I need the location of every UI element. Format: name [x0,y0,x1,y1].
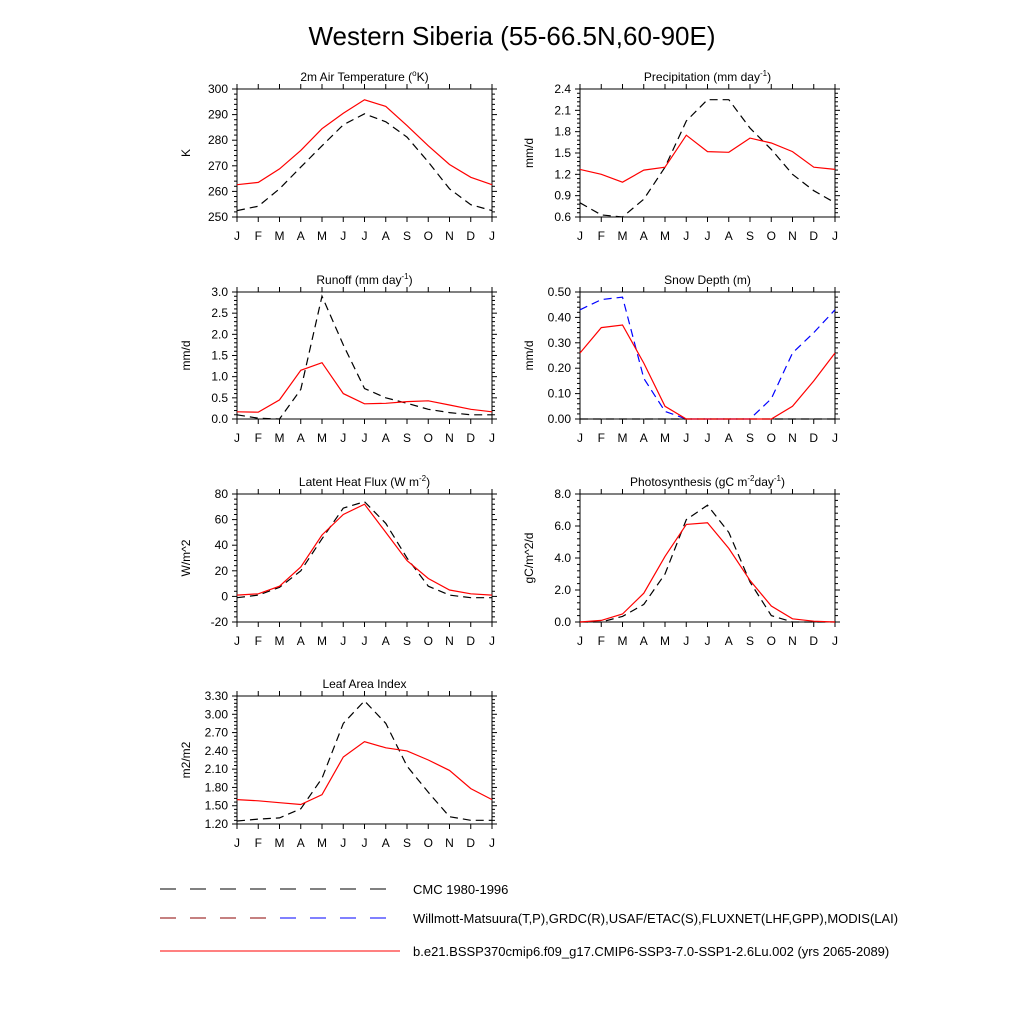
x-tick-label: J [340,634,347,648]
y-tick-label: 2.10 [204,762,228,777]
x-tick-label: M [660,229,670,243]
x-tick-label: N [788,229,797,243]
x-tick-label: S [745,229,755,243]
x-tick-label: O [766,229,776,243]
x-tick-label: N [445,634,454,648]
y-tick-label: 2.70 [204,725,228,740]
y-tick-label: 2.0 [554,583,571,597]
x-tick-label: A [296,229,305,243]
x-tick-label: N [445,836,454,850]
x-tick-label: D [466,836,476,850]
chart-panel [522,273,840,445]
y-tick-label: 3.0 [211,285,228,299]
x-tick-label: O [423,229,433,243]
x-tick-label: J [832,431,838,445]
y-tick-label: 2.1 [554,103,571,118]
chart-panel [522,69,840,243]
x-tick-label: J [234,836,240,850]
x-tick-label: S [745,431,755,445]
y-tick-label: 0 [221,589,228,604]
x-tick-label: D [809,229,819,243]
x-tick-label: J [489,634,495,648]
x-tick-label: S [402,634,412,648]
x-tick-label: A [381,229,390,243]
x-tick-label: J [489,229,495,243]
series-line-obs [580,100,835,217]
x-tick-label: A [296,431,305,445]
x-tick-label: J [577,634,583,648]
y-axis-label: gC/m^2/d [522,532,536,584]
series-line-model [237,742,492,805]
x-tick-label: J [489,431,495,445]
series-line-model [580,523,835,622]
x-tick-label: A [381,836,390,850]
legend-label: Willmott-Matsuura(T,P),GRDC(R),USAF/ETAC(S),FLUXNET(LHF,GPP),MODIS(LAI) [413,911,899,926]
x-tick-label: A [639,634,648,648]
x-tick-label: S [745,634,755,648]
x-tick-label: D [466,431,476,445]
x-tick-label: J [361,431,368,445]
y-axis-label: mm/d [179,340,193,371]
y-tick-label: 1.80 [204,780,228,795]
plot-frame [580,494,835,622]
x-tick-label: S [402,229,412,243]
y-tick-label: 8.0 [554,487,571,501]
x-tick-label: F [597,634,605,648]
series-line-model [237,100,492,185]
y-axis-label: m2/m2 [179,741,193,779]
x-tick-label: F [254,634,262,648]
x-tick-label: M [317,431,327,445]
x-tick-label: A [724,634,733,648]
y-tick-label: 1.2 [554,167,571,182]
series-line-model [580,135,835,182]
series-line-obs [237,502,492,598]
panel-title: Latent Heat Flux (W $m^{-2}$) [298,474,431,489]
x-tick-label: A [724,229,733,243]
x-tick-label: O [423,836,433,850]
y-tick-label: 1.20 [204,817,228,831]
legend-item [160,882,508,897]
plot-frame [580,89,835,217]
x-tick-label: M [317,229,327,243]
chart-panel [179,272,497,445]
x-tick-label: N [788,431,797,445]
x-tick-label: M [317,836,327,850]
x-tick-label: F [254,836,262,850]
plot-frame [237,696,492,824]
y-tick-label: 40 [214,538,228,553]
y-tick-label: -20 [210,615,228,629]
x-tick-label: J [340,431,347,445]
x-tick-label: J [577,431,583,445]
x-tick-label: O [423,431,433,445]
y-tick-label: 1.8 [554,124,571,139]
y-tick-label: 1.0 [211,369,228,384]
y-tick-label: 0.6 [554,210,571,224]
plot-frame [237,494,492,622]
y-tick-label: 2.5 [211,306,228,321]
y-tick-label: 290 [207,107,228,122]
x-tick-label: M [274,229,285,243]
x-tick-label: M [617,634,628,648]
series-line-model [237,504,492,595]
x-tick-label: O [423,634,433,648]
y-tick-label: 2.0 [211,327,228,342]
y-tick-label: 0.20 [547,361,571,376]
x-tick-label: A [381,431,390,445]
x-tick-label: M [660,431,670,445]
x-tick-label: J [683,229,690,243]
y-tick-label: 300 [207,82,228,96]
x-tick-label: M [274,431,285,445]
y-tick-label: 6.0 [554,519,571,533]
x-tick-label: D [466,229,476,243]
series-line-obs [237,296,492,419]
x-tick-label: A [381,634,390,648]
x-tick-label: F [597,431,605,445]
legend-label: b.e21.BSSP370cmip6.f09_g17.CMIP6-SSP3-7.0-SSP1-2.6Lu.002 (yrs 2065-2089) [413,944,890,959]
y-tick-label: 0.30 [547,335,571,350]
y-tick-label: 0.50 [547,285,571,299]
x-tick-label: F [597,229,605,243]
y-tick-label: 280 [207,133,228,148]
y-tick-label: 20 [214,563,228,578]
y-tick-label: 0.0 [554,615,571,629]
y-tick-label: 2.40 [204,743,228,758]
x-tick-label: N [788,634,797,648]
x-tick-label: M [274,836,285,850]
y-tick-label: 260 [207,184,228,199]
x-tick-label: A [296,836,305,850]
x-tick-label: N [445,431,454,445]
y-tick-label: 0.00 [547,412,571,426]
chart-panels [179,69,840,850]
panel-title: Precipitation (mm day$^{-1}$) [643,69,772,84]
x-tick-label: J [577,229,583,243]
panel-title: Snow Depth (m) [664,273,751,287]
x-tick-label: J [234,634,240,648]
x-tick-label: J [361,634,368,648]
y-tick-label: 1.50 [204,798,228,813]
x-tick-label: D [466,634,476,648]
x-tick-label: D [809,431,819,445]
y-axis-label: W/m^2 [179,539,193,577]
x-tick-label: A [639,431,648,445]
legend [160,882,898,959]
y-tick-label: 0.0 [211,412,228,426]
y-tick-label: 0.9 [554,188,571,203]
x-tick-label: O [766,431,776,445]
panel-title: Photosynthesis (gC $m^{-2}day^{-1}$) [630,474,785,489]
x-tick-label: S [402,836,412,850]
y-axis-label: mm/d [522,138,536,168]
legend-item [160,911,898,926]
x-tick-label: M [274,634,285,648]
x-tick-label: J [683,431,690,445]
x-tick-label: J [489,836,495,850]
x-tick-label: A [724,431,733,445]
x-tick-label: J [340,229,347,243]
chart-panel [179,677,497,850]
y-axis-label: K [179,148,193,158]
y-tick-label: 0.5 [211,390,228,405]
plot-frame [237,292,492,419]
y-tick-label: 4.0 [554,551,571,565]
x-tick-label: M [617,431,628,445]
x-tick-label: N [445,229,454,243]
chart-panel [522,474,840,648]
x-tick-label: M [660,634,670,648]
x-tick-label: J [234,431,240,445]
y-tick-label: 0.10 [547,386,571,401]
x-tick-label: O [766,634,776,648]
panel-title: 2m Air Temperature ($^o$K) [300,69,429,84]
series-line-model [580,325,835,419]
x-tick-label: J [832,634,838,648]
series-line-obs [237,114,492,211]
x-tick-label: J [704,634,711,648]
y-tick-label: 80 [214,487,228,501]
panel-title: Leaf Area Index [322,677,407,691]
x-tick-label: J [704,431,711,445]
chart-panel [179,474,497,648]
y-axis-label: mm/d [522,340,536,371]
y-tick-label: 270 [207,158,228,173]
y-tick-label: 1.5 [554,146,571,160]
x-tick-label: J [361,836,368,850]
x-tick-label: A [296,634,305,648]
legend-item [160,944,889,959]
y-tick-label: 2.4 [554,82,571,96]
x-tick-label: J [234,229,240,243]
series-line-obs [237,701,492,821]
x-tick-label: A [639,229,648,243]
y-tick-label: 60 [214,512,228,527]
x-tick-label: S [402,431,412,445]
plot-frame [580,292,835,419]
x-tick-label: J [683,634,690,648]
x-tick-label: F [254,229,262,243]
y-tick-label: 250 [207,210,228,224]
chart-panel [179,69,497,243]
y-tick-label: 3.00 [204,707,228,722]
y-tick-label: 0.40 [547,310,571,325]
y-tick-label: 1.5 [211,348,228,363]
x-tick-label: J [832,229,838,243]
x-tick-label: J [704,229,711,243]
x-tick-label: M [617,229,628,243]
plot-frame [237,89,492,217]
x-tick-label: J [361,229,368,243]
x-tick-label: J [340,836,347,850]
legend-label: CMC 1980-1996 [413,882,509,897]
x-tick-label: F [254,431,262,445]
x-tick-label: D [809,634,819,648]
figure-title: Western Siberia (55-66.5N,60-90E) [308,21,716,51]
panel-title: Runoff (mm day$^{-1}$) [316,272,413,287]
x-tick-label: M [317,634,327,648]
y-tick-label: 3.30 [204,689,228,703]
